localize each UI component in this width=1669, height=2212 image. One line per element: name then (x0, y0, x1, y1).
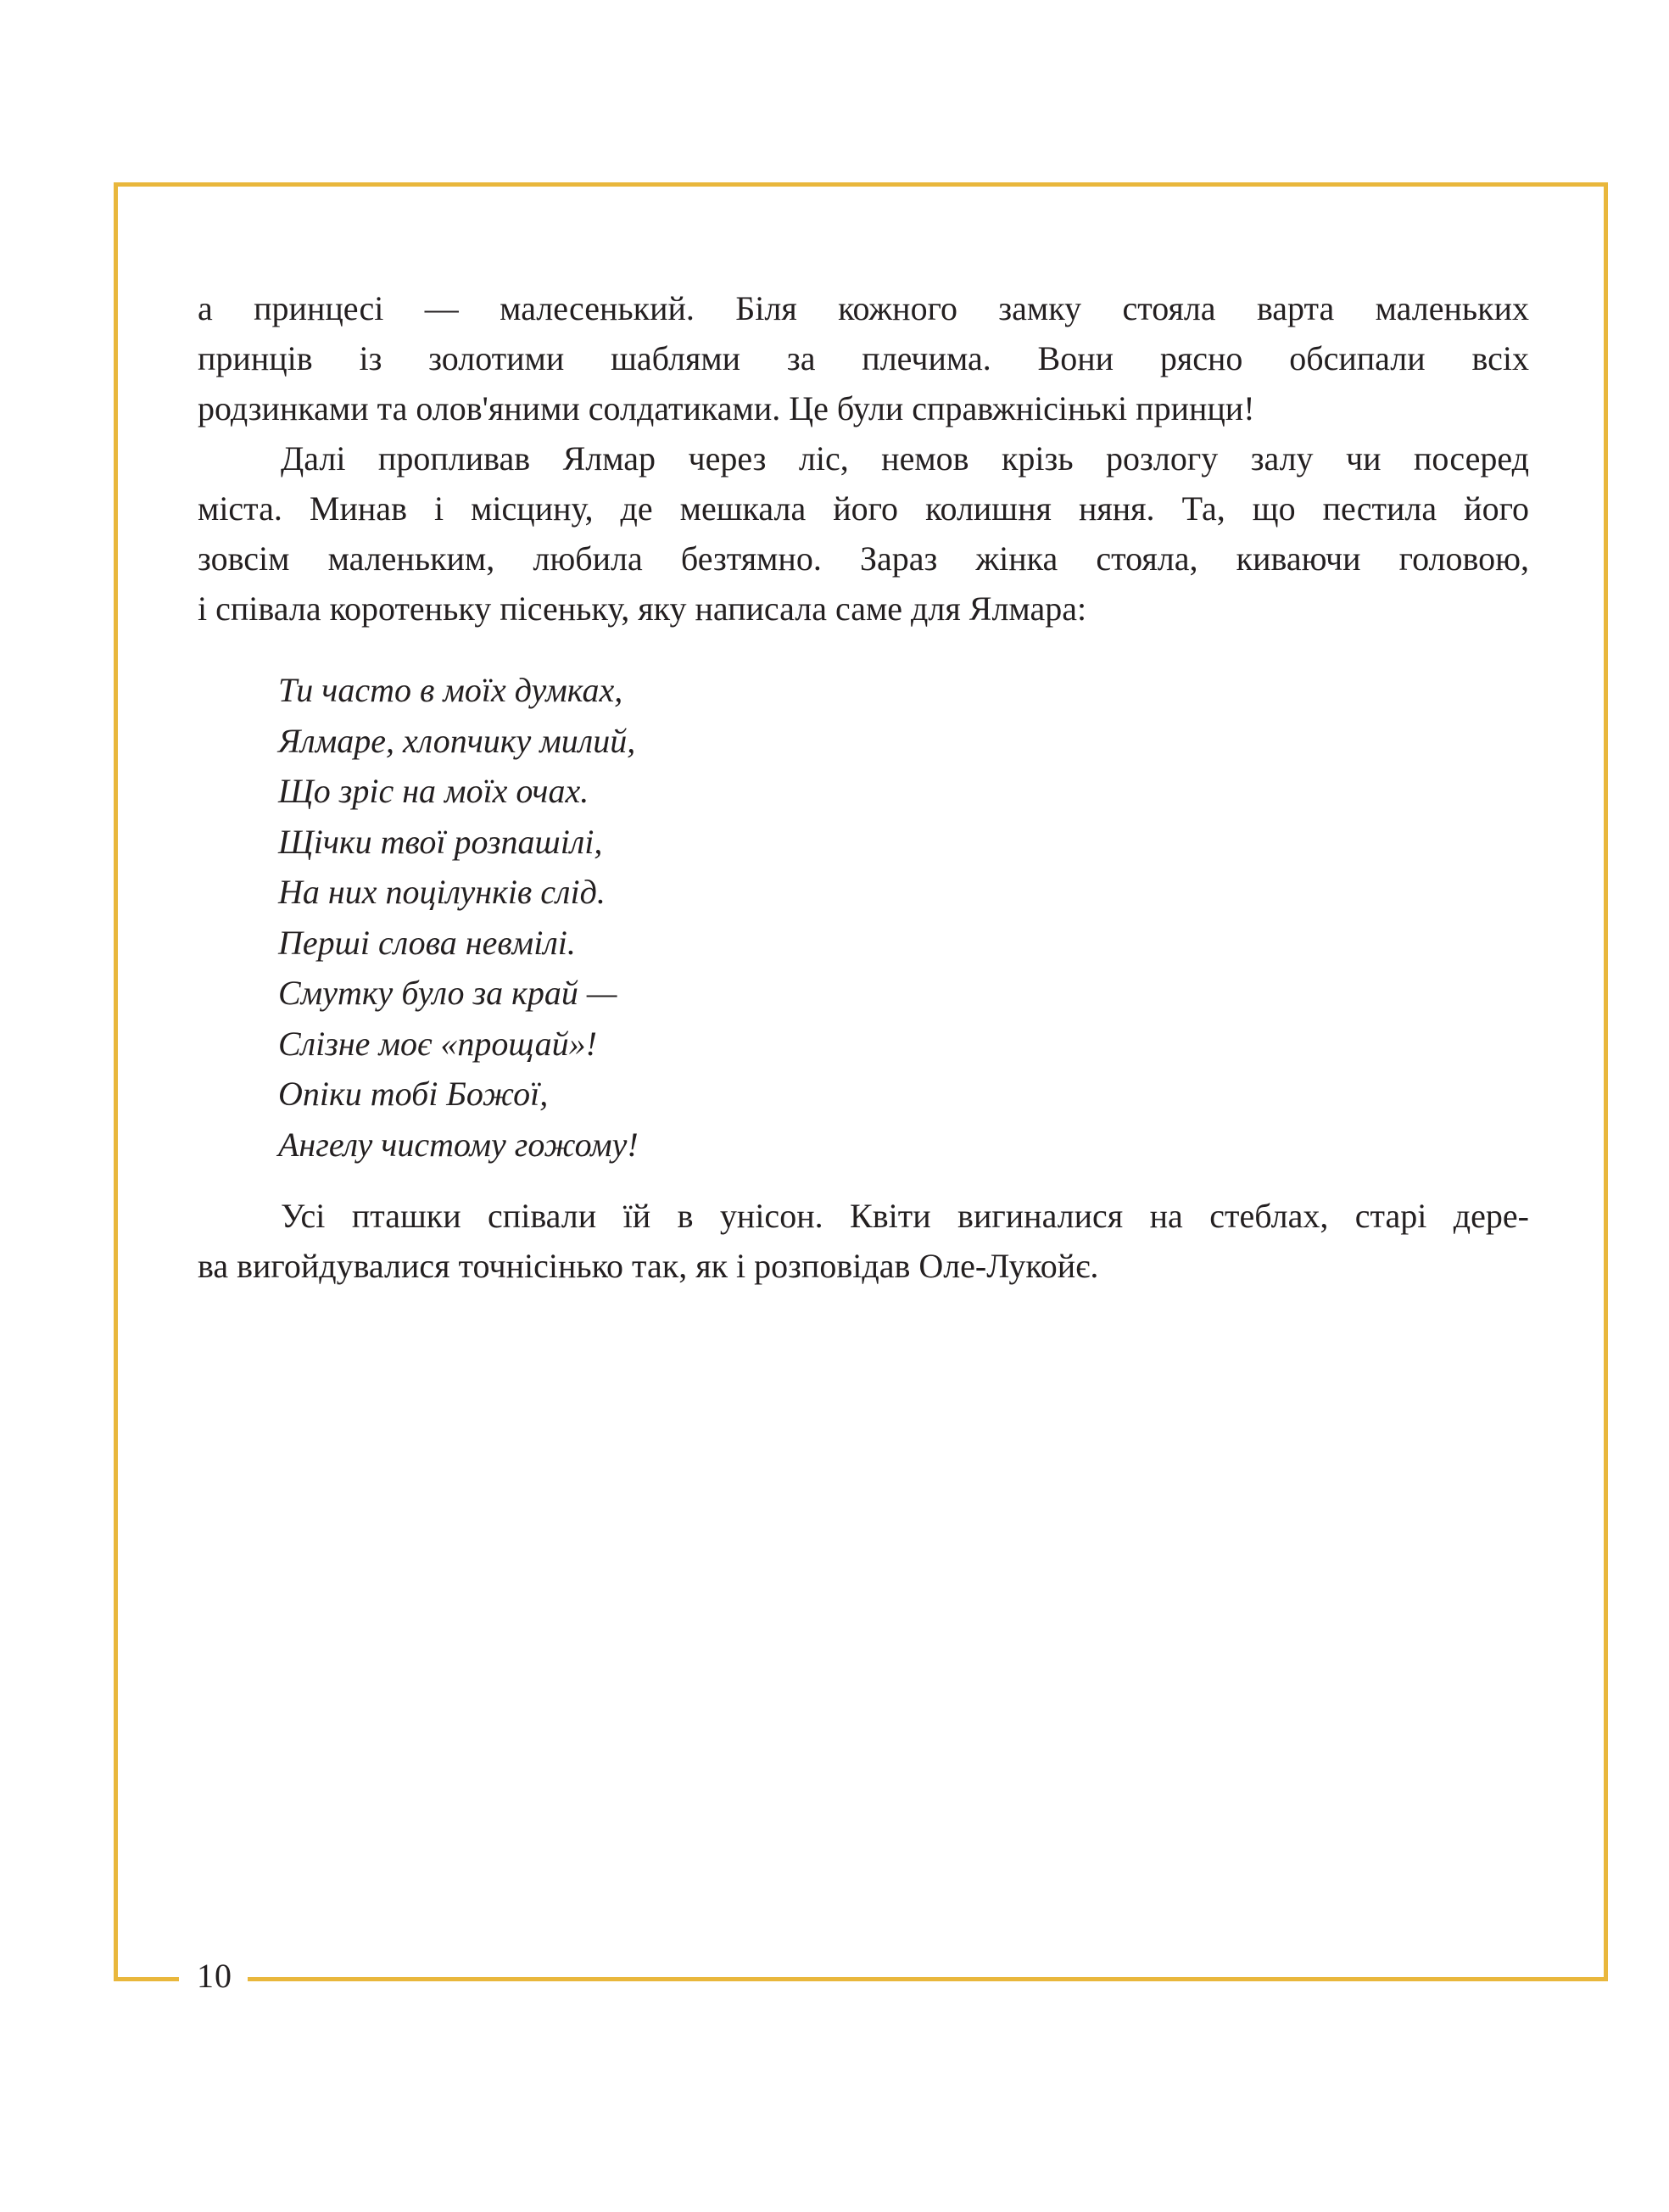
poem-line: Перші слова невмілі. (278, 923, 576, 962)
poem-line: Що зріс на моїх очах. (278, 772, 589, 810)
story-text-top (198, 283, 1529, 634)
page-number: 10 (197, 1957, 232, 1995)
text-line: міста. Минав і місцину, де мешкала його колишня няня. Та, що пестила його (198, 489, 1529, 528)
poem-line: Ялмаре, хлопчику милий, (278, 721, 636, 760)
story-text-bottom (198, 1191, 1529, 1291)
paragraph-2 (198, 433, 1529, 634)
frame-bottom-border-left (114, 1977, 179, 1981)
poem (278, 665, 639, 1170)
text-line: а принцесі — малесенький. Біля кожного замку стояла варта маленьких (198, 289, 1529, 327)
text-line: зовсім маленьким, любила безтямно. Зараз жінка стояла, киваючи головою, (198, 539, 1529, 578)
text-line: принців із золотими шаблями за плечима. Вони рясно обсипали всіх (198, 339, 1529, 377)
poem-line: Опіки тобі Божої, (278, 1075, 549, 1113)
text-line: і співала коротеньку пісеньку, яку написала саме для Ялмара: (198, 589, 1087, 628)
poem-line: Слізне моє «прощай»! (278, 1024, 597, 1063)
frame-top-border (114, 182, 1608, 187)
paragraph-1 (198, 283, 1529, 433)
poem-line: Щічки твої розпашілі, (278, 822, 603, 861)
poem-line: На них поцілунків слід. (278, 873, 606, 911)
text-line: Далі пропливав Ялмар через ліс, немов крізь розлогу залу чи посеред (281, 439, 1529, 478)
text-line: Усі пташки співали їй в унісон. Квіти вигиналися на стеблах, старі дере- (281, 1197, 1529, 1235)
poem-line: Ангелу чистому гожому! (278, 1125, 639, 1164)
paragraph-3 (198, 1191, 1529, 1291)
text-line: родзинками та олов'яними солдатиками. Це були справжнісінькі принци! (198, 389, 1255, 427)
frame-right-border (1604, 182, 1608, 1981)
frame-left-border (114, 182, 118, 1977)
poem-line: Ти часто в моїх думках, (278, 671, 623, 709)
poem-line: Смутку було за край — (278, 974, 617, 1012)
text-line: ва вигойдувалися точнісінько так, як і розповідав Оле-Лукойє. (198, 1247, 1099, 1285)
frame-bottom-border-right (248, 1977, 1608, 1981)
